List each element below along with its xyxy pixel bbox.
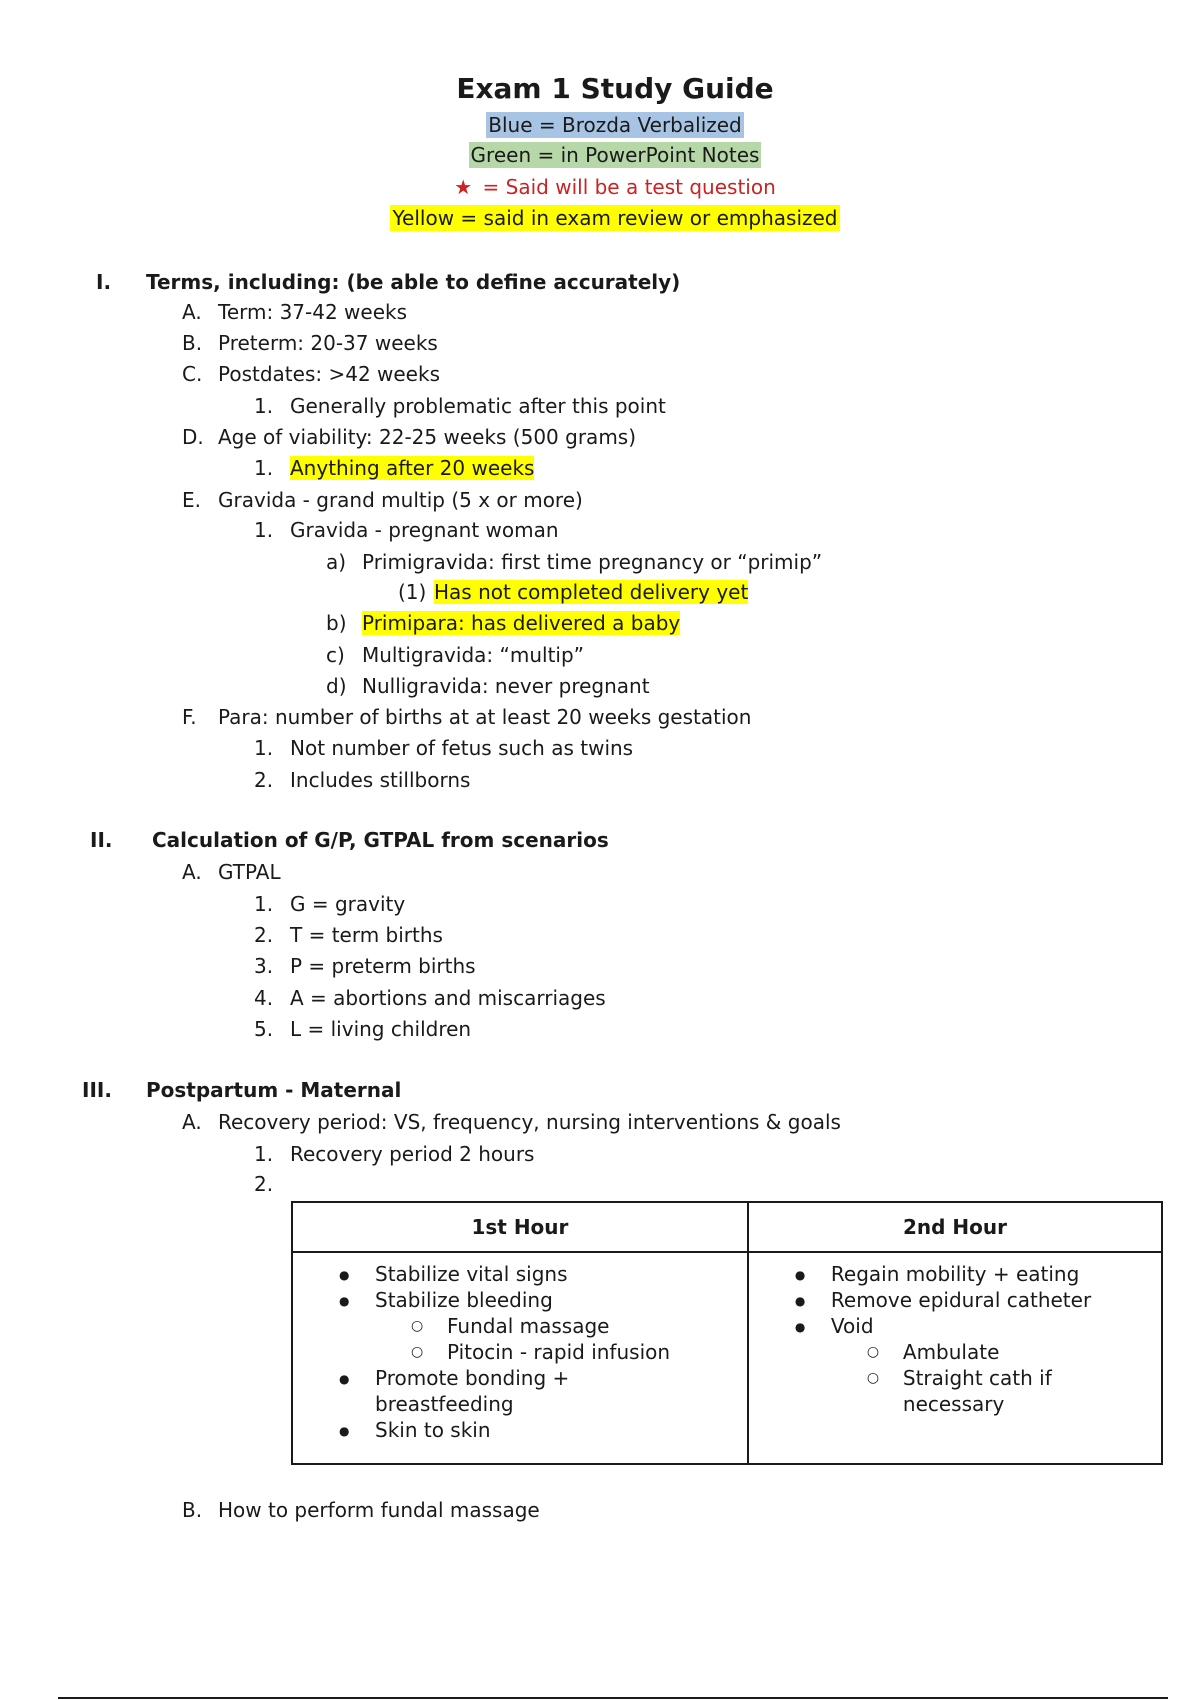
table-cell [292,1252,748,1464]
legend-yellow [0,205,1200,231]
legend-blue-text: Blue = Brozda Verbalized [488,113,742,137]
list-marker: 5. [254,1017,274,1041]
sub-bullet-item: ○ Ambulate [749,1339,1161,1365]
page-divider [58,1697,1168,1699]
legend-green-text: Green = in PowerPoint Notes [470,143,760,167]
legend-red [0,174,1200,200]
list-item: Postdates: >42 weeks [218,362,440,386]
bullet-item: ● Void [749,1313,1161,1339]
list-item: Anything after 20 weeks [290,456,535,480]
list-marker: 1. [254,394,274,418]
list-marker: A. [182,1110,202,1134]
section-heading: Terms, including: (be able to define accurately) [146,270,681,294]
section-heading: Calculation of G/P, GTPAL from scenarios [152,828,609,852]
list-marker: F. [182,705,197,729]
list-marker: 1. [254,456,274,480]
list-item: Multigravida: “multip” [362,643,585,667]
list-marker: B. [182,331,203,355]
sub-bullet-item: ○ Fundal massage [293,1313,747,1339]
list-item: T = term births [290,923,443,947]
list-item: Gravida - grand multip (5 x or more) [218,488,583,512]
list-marker: 1. [254,736,274,760]
list-marker: d) [326,674,347,698]
document-title: Exam 1 Study Guide [456,72,774,105]
sub-bullet-item-continuation: necessary [902,1392,1005,1416]
list-item: A = abortions and miscarriages [290,986,606,1010]
recovery-table [291,1201,1163,1465]
bullet-item: ● Promote bonding + [293,1365,747,1391]
list-item: Includes stillborns [290,768,471,792]
list-item: Recovery period: VS, frequency, nursing interventions & goals [218,1110,841,1134]
bullet-item: ● Stabilize bleeding [293,1287,747,1313]
list-item: P = preterm births [290,954,476,978]
list-item: Nulligravida: never pregnant [362,674,650,698]
list-marker: 4. [254,986,274,1010]
table-cell [748,1252,1162,1464]
list-marker: c) [326,643,345,667]
list-marker: 2. [254,923,274,947]
list-marker: 1. [254,892,274,916]
section-number: II. [90,828,113,852]
bullet-item: ● Skin to skin [293,1417,747,1443]
sub-bullet-item: ○ Straight cath if [749,1365,1161,1391]
list-marker: A. [182,300,202,324]
section-number: III. [82,1078,112,1102]
list-marker: B. [182,1498,203,1522]
list-marker: a) [326,550,347,574]
list-item: Generally problematic after this point [290,394,666,418]
list-marker: (1) [398,580,427,604]
list-marker: 3. [254,954,274,978]
list-item: Preterm: 20-37 weeks [218,331,438,355]
list-item: GTPAL [218,860,281,884]
list-marker: 2. [254,768,274,792]
list-marker: C. [182,362,203,386]
list-item: Gravida - pregnant woman [290,518,559,542]
bullet-item: ● Remove epidural catheter [749,1287,1161,1313]
bullet-item: ● Stabilize vital signs [293,1261,747,1287]
list-marker: E. [182,488,201,512]
section-number: I. [96,270,112,294]
legend-blue [0,112,1200,138]
list-item: Has not completed delivery yet [434,580,749,604]
list-item: Age of viability: 22-25 weeks (500 grams) [218,425,637,449]
bullet-item: ● Regain mobility + eating [749,1261,1161,1287]
list-marker: 1. [254,518,274,542]
list-marker: 2. [254,1172,274,1196]
section-heading: Postpartum - Maternal [146,1078,402,1102]
list-item: Not number of fetus such as twins [290,736,634,760]
list-item: Primigravida: first time pregnancy or “primip” [362,550,823,574]
legend-red-text: = Said will be a test question [482,175,776,199]
sub-bullet-item: ○ Pitocin - rapid infusion [293,1339,747,1365]
list-item: Recovery period 2 hours [290,1142,535,1166]
legend-green [0,142,1200,168]
list-item: Para: number of births at at least 20 weeks gestation [218,705,752,729]
list-marker: b) [326,611,347,635]
list-item: How to perform fundal massage [218,1498,540,1522]
list-item: L = living children [290,1017,472,1041]
bullet-item-continuation: breastfeeding [375,1392,514,1416]
list-item: Primipara: has delivered a baby [362,611,681,635]
list-item: Term: 37-42 weeks [218,300,408,324]
table-header: 1st Hour [292,1202,748,1252]
star-icon: ★ [454,175,473,199]
list-marker: D. [182,425,204,449]
legend-yellow-text: Yellow = said in exam review or emphasized [392,206,838,230]
list-item: G = gravity [290,892,406,916]
list-marker: A. [182,860,202,884]
table-header: 2nd Hour [748,1202,1162,1252]
list-marker: 1. [254,1142,274,1166]
